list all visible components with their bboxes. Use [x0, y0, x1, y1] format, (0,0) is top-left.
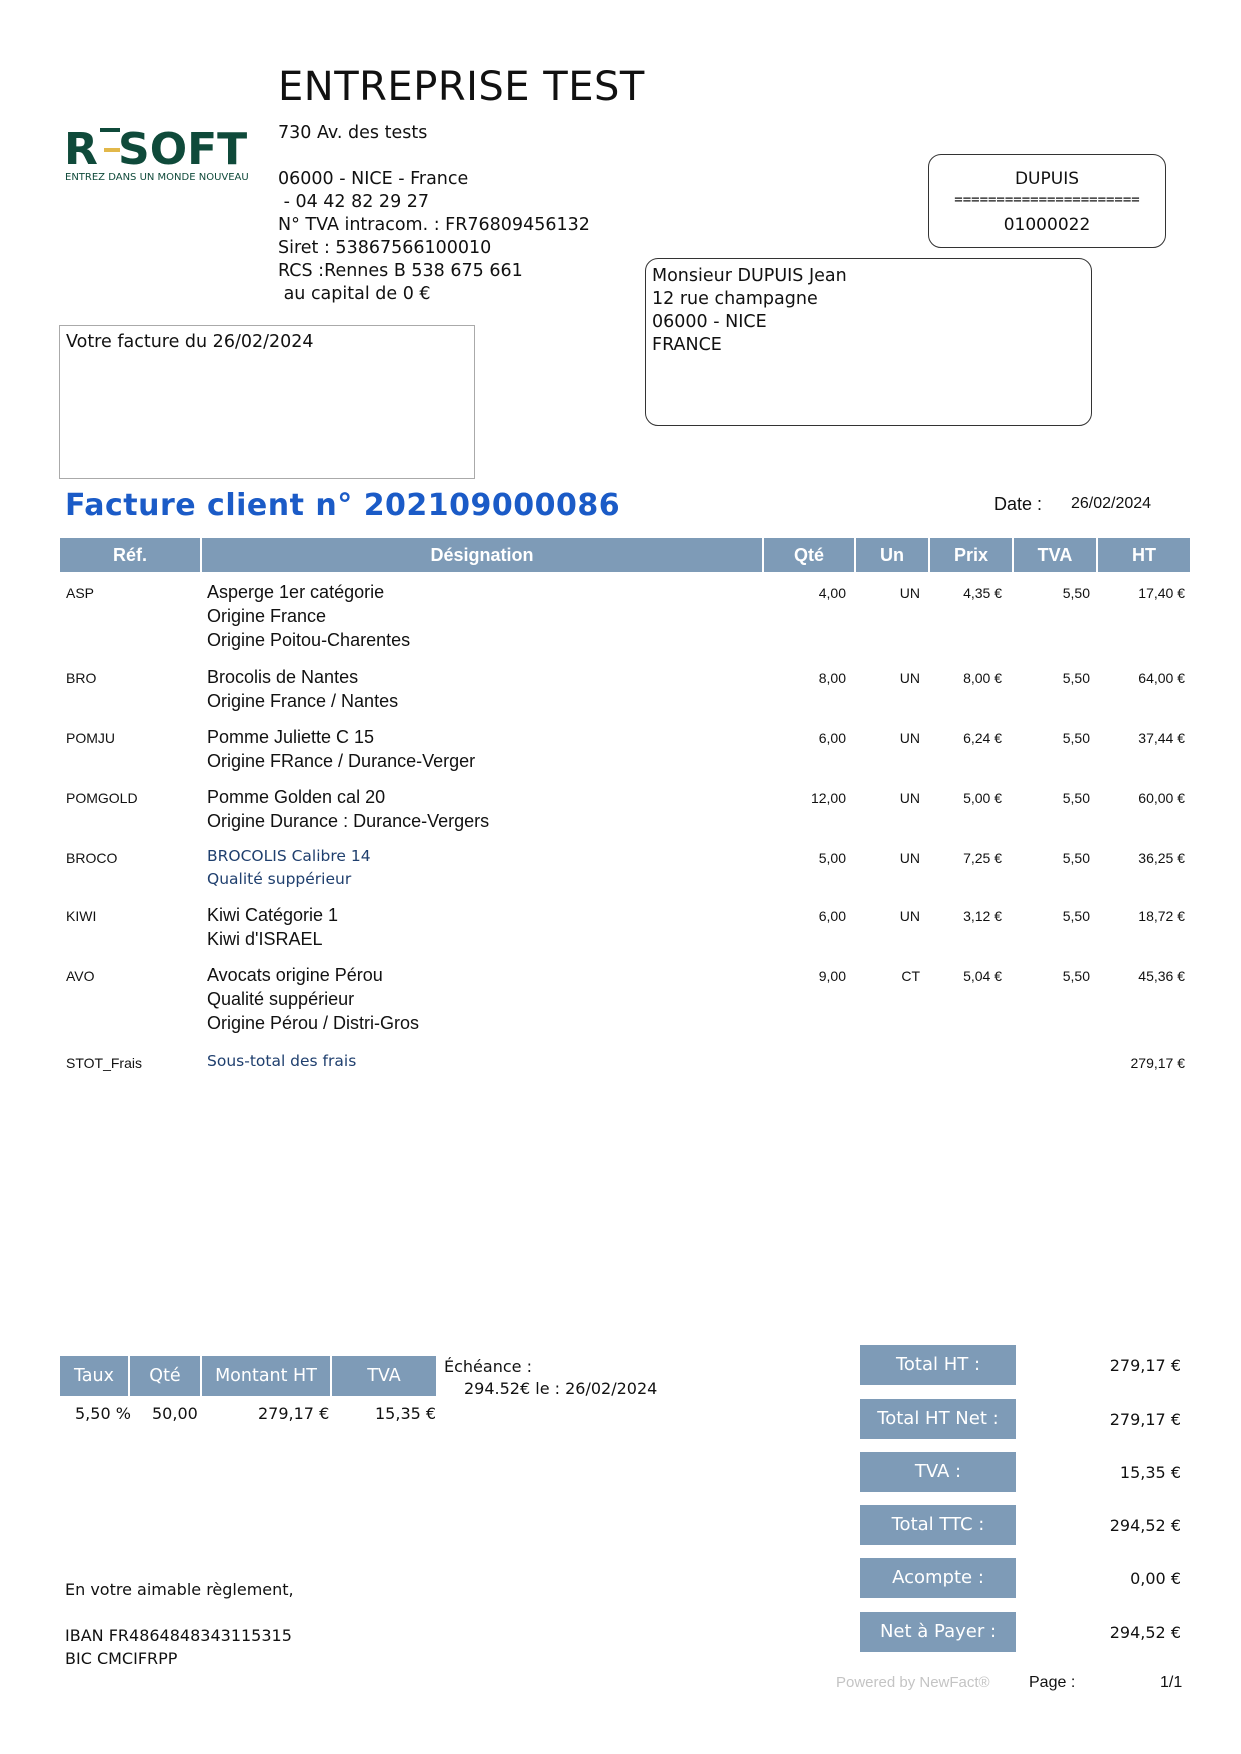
- tax-header-tva: TVA: [332, 1356, 436, 1396]
- row-qte: 12,00: [810, 790, 846, 806]
- company-line: Siret : 53867566100010: [278, 238, 492, 258]
- designation-line: Origine Poitou-Charentes: [207, 630, 411, 650]
- logo-tagline: ENTREZ DANS UN MONDE NOUVEAU: [65, 172, 249, 183]
- table-row: [60, 903, 1190, 959]
- echeance-label: Échéance :: [444, 1357, 532, 1376]
- row-unit: UN: [899, 670, 920, 686]
- designation-line: Pomme Juliette C 15: [207, 727, 375, 747]
- row-tva: 5,50: [1062, 790, 1090, 806]
- designation-line: Pomme Golden cal 20: [207, 787, 386, 807]
- echeance: [444, 1356, 657, 1400]
- total-ht-net-value: 279,17 €: [1109, 1410, 1181, 1429]
- row-unit: UN: [899, 585, 920, 601]
- row-unit: UN: [899, 908, 920, 924]
- total-ht-net-label: Total HT Net :: [860, 1399, 1016, 1439]
- row-qte: 5,00: [818, 850, 846, 866]
- powered-by-link[interactable]: Powered by NewFact®: [836, 1674, 990, 1691]
- designation-line: Kiwi d'ISRAEL: [207, 929, 323, 949]
- company-details: [278, 122, 590, 306]
- tax-tva: 15,35 €: [375, 1404, 437, 1423]
- row-ref: STOT_Frais: [66, 1055, 142, 1071]
- table-row: [60, 845, 1190, 897]
- row-price: 7,25 €: [963, 850, 1002, 866]
- client-address-line: 06000 - NICE: [652, 312, 767, 332]
- client-code-box: [928, 154, 1166, 248]
- tax-header-montant: Montant HT: [202, 1356, 332, 1396]
- company-line: [278, 145, 590, 168]
- designation-line: Origine Pérou / Distri-Gros: [207, 1013, 420, 1033]
- payment-greeting: En votre aimable règlement,: [65, 1580, 294, 1599]
- items-table-header: [60, 538, 1190, 572]
- company-line: 730 Av. des tests: [278, 123, 428, 143]
- row-unit: UN: [899, 790, 920, 806]
- client-address-line: FRANCE: [652, 335, 722, 355]
- row-price: 4,35 €: [963, 585, 1002, 601]
- reference-box: [59, 325, 475, 479]
- client-address-line: Monsieur DUPUIS Jean: [652, 266, 847, 286]
- designation-line: Qualité suppérieur: [207, 870, 352, 888]
- designation-line: Origine FRance / Durance-Verger: [207, 751, 476, 771]
- table-row: [60, 665, 1190, 721]
- designation-line: Kiwi Catégorie 1: [207, 905, 339, 925]
- row-designation: [207, 785, 489, 833]
- row-ht: 17,40 €: [1138, 585, 1185, 601]
- table-row: [60, 785, 1190, 841]
- designation-line: Asperge 1er catégorie: [207, 582, 385, 602]
- tax-header-taux: Taux: [60, 1356, 130, 1396]
- row-ht: 64,00 €: [1138, 670, 1185, 686]
- row-ref: BROCO: [66, 850, 118, 866]
- client-code-separator: ======================: [954, 192, 1140, 208]
- net-a-payer-label: Net à Payer :: [860, 1612, 1016, 1652]
- table-row: [60, 580, 1190, 660]
- row-ref: KIWI: [66, 908, 97, 924]
- row-price: 3,12 €: [963, 908, 1002, 924]
- row-ht: 279,17 €: [1130, 1055, 1185, 1071]
- header-ht: HT: [1098, 538, 1190, 572]
- company-line: RCS :Rennes B 538 675 661: [278, 261, 523, 281]
- row-ht: 18,72 €: [1138, 908, 1185, 924]
- header-ref: Réf.: [60, 538, 202, 572]
- row-ref: POMJU: [66, 730, 115, 746]
- company-name: ENTREPRISE TEST: [278, 64, 645, 110]
- row-price: 8,00 €: [963, 670, 1002, 686]
- designation-line: Avocats origine Pérou: [207, 965, 383, 985]
- row-qte: 8,00: [818, 670, 846, 686]
- row-ht: 45,36 €: [1138, 968, 1185, 984]
- designation-line: Origine France / Nantes: [207, 691, 399, 711]
- company-line: 06000 - NICE - France: [278, 169, 469, 189]
- company-line: N° TVA intracom. : FR76809456132: [278, 215, 590, 235]
- header-designation: Désignation: [202, 538, 764, 572]
- row-designation: [207, 903, 338, 951]
- header-un: Un: [856, 538, 930, 572]
- row-unit: CT: [901, 968, 920, 984]
- tax-summary-header: [60, 1356, 436, 1396]
- row-tva: 5,50: [1062, 585, 1090, 601]
- date-value: 26/02/2024: [1071, 495, 1152, 512]
- row-ref: AVO: [66, 968, 95, 984]
- row-designation: [207, 725, 475, 773]
- row-designation: [207, 845, 371, 891]
- row-ht: 60,00 €: [1138, 790, 1185, 806]
- logo-text-left: R: [64, 124, 98, 175]
- header-prix: Prix: [930, 538, 1014, 572]
- reference-text: Votre facture du 26/02/2024: [66, 332, 314, 352]
- header-tva: TVA: [1014, 538, 1098, 572]
- row-designation: [207, 580, 410, 652]
- tax-summary-row: [60, 1404, 436, 1428]
- bic: BIC CMCIFRPP: [65, 1649, 178, 1668]
- net-a-payer-value: 294,52 €: [1109, 1623, 1181, 1642]
- row-designation: [207, 665, 398, 713]
- row-price: 5,04 €: [963, 968, 1002, 984]
- row-qte: 6,00: [818, 908, 846, 924]
- row-ht: 36,25 €: [1138, 850, 1185, 866]
- client-code-number: 01000022: [1003, 215, 1091, 235]
- acompte-label: Acompte :: [860, 1558, 1016, 1598]
- company-line: au capital de 0 €: [278, 284, 431, 304]
- row-designation: [207, 1050, 356, 1073]
- row-qte: 9,00: [818, 968, 846, 984]
- total-tva-value: 15,35 €: [1119, 1463, 1181, 1482]
- tax-montant-ht: 279,17 €: [258, 1404, 330, 1423]
- row-ht: 37,44 €: [1138, 730, 1185, 746]
- echeance-value: 294.52€ le : 26/02/2024: [464, 1379, 658, 1398]
- company-line: - 04 42 82 29 27: [278, 192, 430, 212]
- row-unit: UN: [899, 850, 920, 866]
- rsoft-logo-graphic: [64, 124, 264, 204]
- row-ref: ASP: [66, 585, 95, 601]
- total-tva-label: TVA :: [860, 1452, 1016, 1492]
- total-ttc-label: Total TTC :: [860, 1505, 1016, 1545]
- row-ref: BRO: [66, 670, 97, 686]
- designation-line: Brocolis de Nantes: [207, 667, 359, 687]
- logo-text-right: SOFT: [118, 124, 248, 175]
- row-tva: 5,50: [1062, 908, 1090, 924]
- row-ref: POMGOLD: [66, 790, 138, 806]
- page-label: Page :: [1029, 1674, 1076, 1691]
- invoice-title: Facture client n° 202109000086: [65, 488, 621, 523]
- designation-line: Sous-total des frais: [207, 1052, 357, 1070]
- table-row-subtotal: [60, 1050, 1190, 1078]
- total-ht-value: 279,17 €: [1109, 1356, 1181, 1375]
- table-row: [60, 963, 1190, 1043]
- company-logo: [64, 124, 264, 204]
- row-tva: 5,50: [1062, 968, 1090, 984]
- row-tva: 5,50: [1062, 670, 1090, 686]
- row-tva: 5,50: [1062, 850, 1090, 866]
- total-ht-label: Total HT :: [860, 1345, 1016, 1385]
- designation-line: Qualité suppérieur: [207, 989, 355, 1009]
- row-tva: 5,50: [1062, 730, 1090, 746]
- iban: IBAN FR4864848343115315: [65, 1626, 292, 1645]
- designation-line: BROCOLIS Calibre 14: [207, 847, 371, 865]
- row-unit: UN: [899, 730, 920, 746]
- tax-qte: 50,00: [152, 1404, 198, 1423]
- row-qte: 6,00: [818, 730, 846, 746]
- header-qte: Qté: [764, 538, 856, 572]
- tax-taux: 5,50 %: [75, 1404, 131, 1423]
- designation-line: Origine Durance : Durance-Vergers: [207, 811, 490, 831]
- acompte-value: 0,00 €: [1130, 1569, 1181, 1588]
- date-label: Date :: [994, 494, 1043, 514]
- row-designation: [207, 963, 419, 1035]
- row-price: 6,24 €: [963, 730, 1002, 746]
- tax-header-qte: Qté: [130, 1356, 202, 1396]
- table-row: [60, 725, 1190, 781]
- client-code-name: DUPUIS: [1014, 169, 1080, 189]
- total-ttc-value: 294,52 €: [1109, 1516, 1181, 1535]
- client-address-line: 12 rue champagne: [652, 289, 818, 309]
- page-number: 1/1: [1160, 1674, 1183, 1691]
- client-address-box: [645, 258, 1092, 426]
- designation-line: Origine France: [207, 606, 327, 626]
- row-qte: 4,00: [818, 585, 846, 601]
- row-price: 5,00 €: [963, 790, 1002, 806]
